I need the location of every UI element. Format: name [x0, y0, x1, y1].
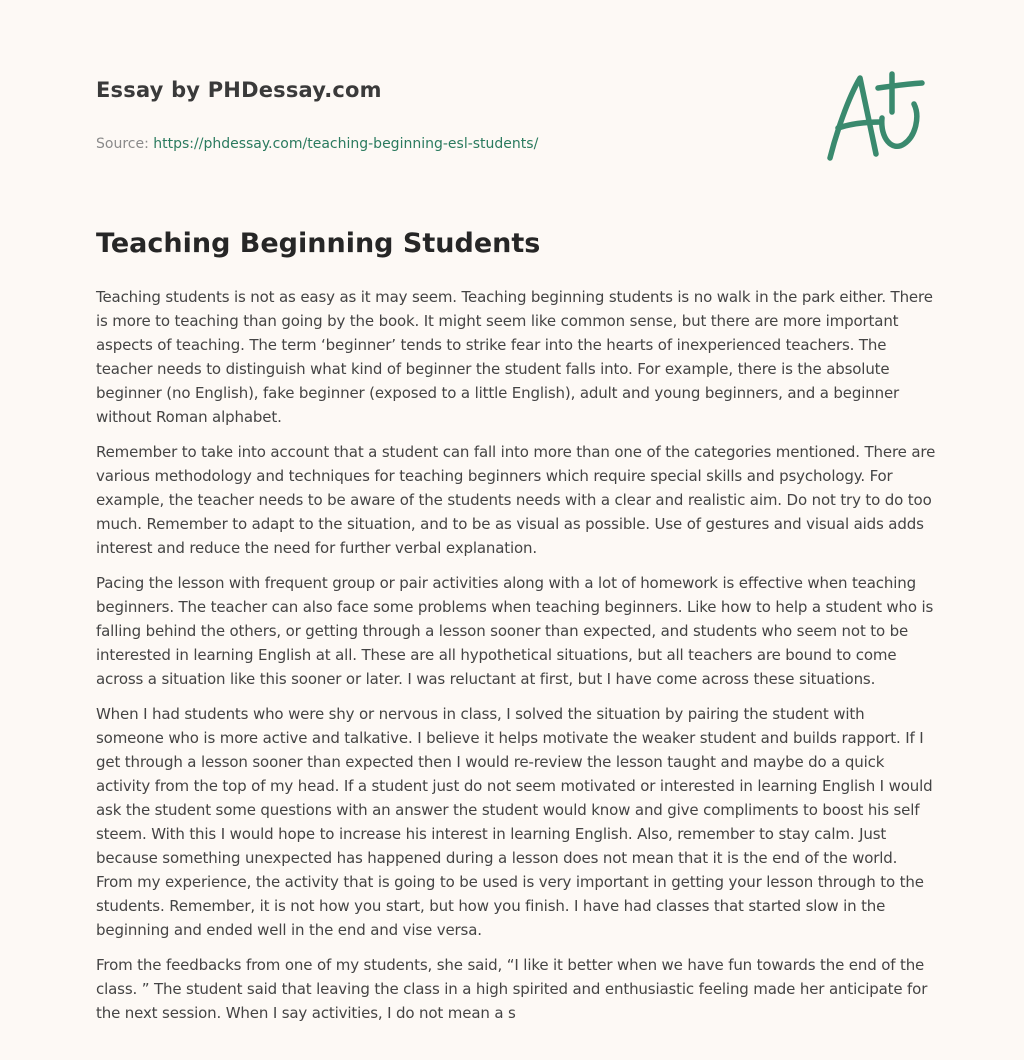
paragraph: From the feedbacks from one of my students, she said, “I like it better when we have fun towards the end of the class. ” The student said that leaving the class in a high spirited and enthusiastic feeling made her anticipate for the next session. When I say activities, I do not mean a s	[96, 956, 928, 1022]
a-plus-grade-icon	[822, 68, 928, 164]
source-line	[96, 135, 796, 153]
site-title: Essay by PHDessay.com	[96, 78, 382, 102]
paragraph: Pacing the lesson with frequent group or pair activities along with a lot of homework is effective when teaching beginners. The teacher can also face some problems when teaching beginners. Like how to help a student who is falling behind the others, or getting through a lesson sooner than expected, and students who seem not to be interested in learning English at all. These are all hypothetical situations, but all teachers are bound to come across a situation like this sooner or later. I was reluctant at first, but I have come across these situations.	[96, 574, 934, 688]
article-body	[96, 285, 936, 1036]
paragraph: Teaching students is not as easy as it may seem. Teaching beginning students is no walk in the park either. There is more to teaching than going by the book. It might seem like common sense, but there are more important aspects of teaching. The term ‘beginner’ tends to strike fear into the hearts of inexperienced teachers. The teacher needs to distinguish what kind of beginner the student falls into. For example, there is the absolute beginner (no English), fake beginner (exposed to a little English), adult and young beginners, and a beginner without Roman alphabet.	[96, 288, 933, 426]
paragraph: When I had students who were shy or nervous in class, I solved the situation by pairing the student with someone who is more active and talkative. I believe it helps motivate the weaker student and builds rapport. If I get through a lesson sooner than expected then I would re-review the lesson taught and maybe do a quick activity from the top of my head. If a student just do not seem motivated or interested in learning English I would ask the student some questions with an answer the student would know and give compliments to boost his self steem. With this I would hope to increase his interest in learning English. Also, remember to stay calm. Just because something unexpected has happened during a lesson does not mean that it is the end of the world. From my experience, the activity that is going to be used is very important in getting your lesson through to the students. Remember, it is not how you start, but how you finish. I have had classes that started slow in the beginning and ended well in the end and vise versa.	[96, 705, 933, 939]
essay-header	[96, 76, 796, 153]
source-link[interactable]: https://phdessay.com/teaching-beginning-esl-students/	[153, 136, 539, 152]
paragraph: Remember to take into account that a student can fall into more than one of the categories mentioned. There are various methodology and techniques for teaching beginners which require special skills and psychology. For example, the teacher needs to be aware of the students needs with a clear and realistic aim. Do not try to do too much. Remember to adapt to the situation, and to be as visual as possible. Use of gestures and visual aids adds interest and reduce the need for further verbal explanation.	[96, 443, 936, 557]
article-title: Teaching Beginning Students	[96, 228, 541, 259]
source-label: Source:	[96, 136, 154, 152]
